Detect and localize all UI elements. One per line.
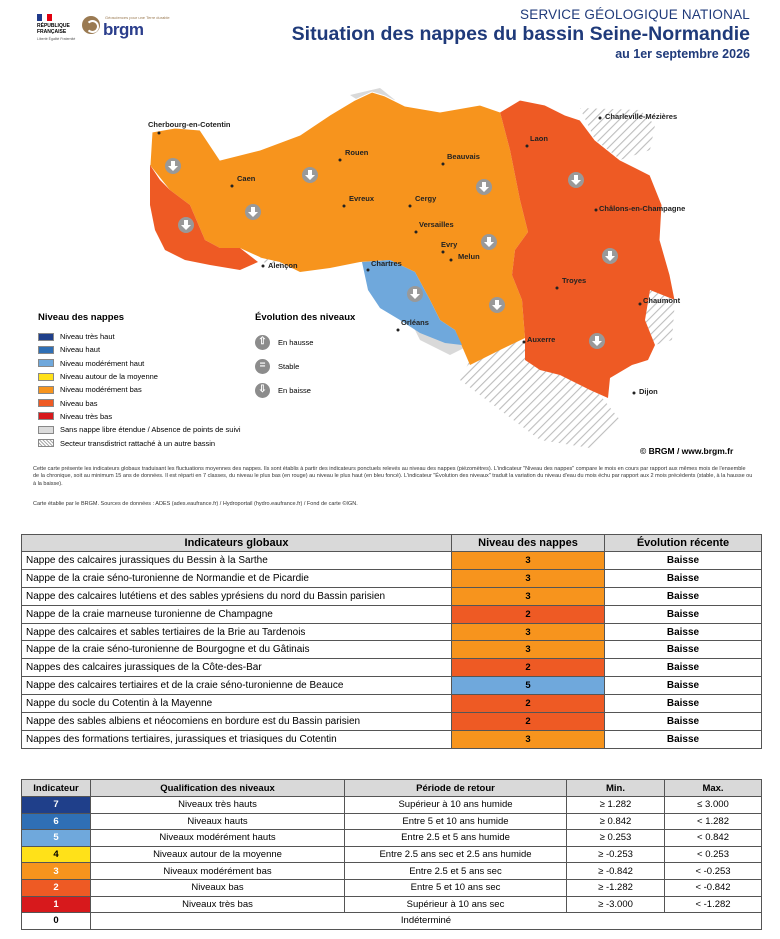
table-row [22, 879, 762, 896]
class-qualification: Niveaux modérément bas [91, 863, 345, 880]
aquifer-level: 3 [452, 641, 605, 659]
table-row [22, 695, 762, 713]
city-label: Evry [441, 240, 458, 249]
class-indicator: 7 [22, 797, 91, 814]
aquifer-level: 3 [452, 730, 605, 748]
class-min: ≥ 1.282 [567, 797, 665, 814]
map-copyright: © BRGM / www.brgm.fr [640, 446, 734, 456]
brgm-tagline: Géosciences pour une Terre durable [105, 15, 170, 20]
city-label: Troyes [562, 276, 587, 285]
aquifer-trend: Baisse [605, 552, 762, 570]
aquifer-name: Nappe des calcaires jurassiques du Bessin à la Sarthe [22, 552, 452, 570]
legend-swatch [38, 399, 54, 407]
trend-legend-item [255, 378, 355, 402]
service-name: SERVICE GÉOLOGIQUE NATIONAL [520, 7, 750, 22]
aquifer-level: 3 [452, 623, 605, 641]
class-indicator: 5 [22, 830, 91, 847]
class-period: Entre 2.5 et 5 ans humide [345, 830, 567, 847]
city-label: Orléans [401, 318, 429, 327]
republique-motto: Liberté Égalité Fraternité [37, 37, 76, 41]
table-row [22, 569, 762, 587]
aquifer-name: Nappe de la craie marneuse turonienne de Champagne [22, 605, 452, 623]
class-max: < -0.253 [665, 863, 762, 880]
table-row [22, 659, 762, 677]
aquifer-name: Nappes des calcaires jurassiques de la Côte-des-Bar [22, 659, 452, 677]
aquifer-name: Nappe des calcaires et sables tertiaires de la Brie au Tardenois [22, 623, 452, 641]
class-max: ≤ 3.000 [665, 797, 762, 814]
legend-swatch [38, 373, 54, 381]
republique-line1: RÉPUBLIQUE [37, 23, 70, 29]
aquifer-level: 3 [452, 569, 605, 587]
down-arrow-icon [407, 286, 423, 302]
aquifer-level: 2 [452, 695, 605, 713]
aquifer-name: Nappe de la craie séno-turonienne de Normandie et de Picardie [22, 569, 452, 587]
class-period: Entre 2.5 ans sec et 2.5 ans humide [345, 846, 567, 863]
legend-label: Niveau bas [60, 398, 98, 408]
class-qualification: Niveaux très hauts [91, 797, 345, 814]
city-label: Auxerre [527, 335, 556, 344]
aquifer-level: 2 [452, 659, 605, 677]
col-header-level: Niveau des nappes [452, 535, 605, 552]
class-indicator: 4 [22, 846, 91, 863]
legend-label: Niveau modérément bas [60, 385, 142, 395]
class-period: Entre 5 et 10 ans humide [345, 813, 567, 830]
legend-label: Niveau autour de la moyenne [60, 372, 158, 382]
aquifer-level: 5 [452, 677, 605, 695]
col-header-max: Max. [665, 780, 762, 797]
aquifer-trend: Baisse [605, 623, 762, 641]
level-legend-item [38, 343, 241, 356]
equals-icon: = [255, 359, 270, 374]
level-legend-title: Niveau des nappes [38, 312, 125, 323]
up-arrow-icon: ⇧ [255, 335, 270, 350]
table-row [22, 797, 762, 814]
class-undetermined: Indéterminé [91, 913, 762, 930]
aquifer-trend: Baisse [605, 659, 762, 677]
aquifer-level: 2 [452, 713, 605, 731]
col-header-period: Période de retour [345, 780, 567, 797]
aquifer-level: 3 [452, 587, 605, 605]
legend-swatch [38, 426, 54, 434]
legend-label: Niveau haut [60, 345, 101, 355]
class-min: ≥ -0.253 [567, 846, 665, 863]
level-legend [38, 312, 241, 450]
legend-swatch [38, 386, 54, 394]
page-title: Situation des nappes du bassin Seine-Normandie [291, 23, 750, 45]
table-row [22, 552, 762, 570]
level-legend-item [38, 436, 241, 449]
page-date: au 1er septembre 2026 [615, 47, 750, 61]
level-legend-item [38, 370, 241, 383]
class-period: Entre 2.5 et 5 ans sec [345, 863, 567, 880]
table-row [22, 587, 762, 605]
table-row [22, 641, 762, 659]
city-label: Chaumont [643, 296, 681, 305]
level-legend-item [38, 423, 241, 436]
map-description: Cette carte présente les indicateurs globaux traduisant les fluctuations moyennes des nappes. Ils sont établis à partir des indicateurs ponctuels relevés au niveau des nappes (piézomètres). L'indicateur "Niveau des nappes" compare le mois en cours par rapport aux mêmes mois de l'ensemble de la chronique, soit au minimum 15 ans de données. Il est réparti en 7 classes, du niveau le plus bas (en rouge) au niveau le plus haut (en bleu foncé). L'indicateur "Évolution des niveaux" traduit la variation du niveau d'eau du mois échu par rapport aux 2 mois précédents (stable, à la hausse ou à la baisse). [33, 466, 753, 487]
city-label: Beauvais [447, 152, 480, 161]
table-row [22, 677, 762, 695]
legend-swatch [38, 346, 54, 354]
city-label: Alençon [268, 261, 298, 270]
map-sources: Carte établie par le BRGM. Sources de données : ADES (ades.eaufrance.fr) / Hydroportail (hydro.eaufrance.fr) / Fond de carte ©IGN. [33, 501, 358, 507]
down-arrow-icon [476, 179, 492, 195]
aquifer-level: 2 [452, 605, 605, 623]
legend-swatch [38, 359, 54, 367]
city-label: Cergy [415, 194, 437, 203]
class-period: Entre 5 et 10 ans sec [345, 879, 567, 896]
down-arrow-icon [568, 172, 584, 188]
aquifer-name: Nappe de la craie séno-turonienne de Bourgogne et du Gâtinais [22, 641, 452, 659]
col-header-min: Min. [567, 780, 665, 797]
aquifer-trend: Baisse [605, 641, 762, 659]
class-indicator: 0 [22, 913, 91, 930]
city-label: Dijon [639, 387, 658, 396]
aquifer-trend: Baisse [605, 677, 762, 695]
down-arrow-icon [489, 297, 505, 313]
table-row [22, 623, 762, 641]
class-max: < 1.282 [665, 813, 762, 830]
table-row [22, 730, 762, 748]
class-indicator: 1 [22, 896, 91, 913]
trend-legend [255, 312, 355, 402]
aquifer-name: Nappes des formations tertiaires, jurassiques et triasiques du Cotentin [22, 730, 452, 748]
class-indicator: 6 [22, 813, 91, 830]
class-period: Supérieur à 10 ans sec [345, 896, 567, 913]
level-legend-item [38, 410, 241, 423]
class-period: Supérieur à 10 ans humide [345, 797, 567, 814]
city-label: Rouen [345, 148, 369, 157]
class-min: ≥ 0.253 [567, 830, 665, 847]
col-header-qualification: Qualification des niveaux [91, 780, 345, 797]
legend-label: Niveau modérément haut [60, 358, 145, 368]
class-indicator: 3 [22, 863, 91, 880]
city-label: Charleville-Mézières [605, 112, 678, 121]
aquifer-level: 3 [452, 552, 605, 570]
table-row [22, 863, 762, 880]
down-arrow-icon [178, 217, 194, 233]
col-header-indicator: Indicateur [22, 780, 91, 797]
down-arrow-icon [302, 167, 318, 183]
table-row [22, 830, 762, 847]
class-min: ≥ 0.842 [567, 813, 665, 830]
aquifer-trend: Baisse [605, 569, 762, 587]
aquifer-name: Nappe des calcaires tertiaires et de la craie séno-turonienne de Beauce [22, 677, 452, 695]
legend-swatch [38, 439, 54, 447]
aquifer-name: Nappe des sables albiens et néocomiens en bordure est du Bassin parisien [22, 713, 452, 731]
table-row [22, 913, 762, 930]
city-label: Laon [530, 134, 548, 143]
city-label: Evreux [349, 194, 375, 203]
city-label: Caen [237, 174, 256, 183]
class-max: < -1.282 [665, 896, 762, 913]
class-max: < 0.842 [665, 830, 762, 847]
down-arrow-icon [481, 234, 497, 250]
legend-label: Sans nappe libre étendue / Absence de points de suivi [60, 425, 241, 435]
legend-swatch [38, 333, 54, 341]
class-qualification: Niveaux autour de la moyenne [91, 846, 345, 863]
class-min: ≥ -3.000 [567, 896, 665, 913]
level-legend-item [38, 383, 241, 396]
aquifer-name: Nappe des calcaires lutétiens et des sables yprésiens du nord du Bassin parisien [22, 587, 452, 605]
down-arrow-icon: ⇩ [255, 383, 270, 398]
city-label: Cherbourg-en-Cotentin [148, 120, 231, 129]
down-arrow-icon [602, 248, 618, 264]
class-qualification: Niveaux bas [91, 879, 345, 896]
class-min: ≥ -1.282 [567, 879, 665, 896]
classes-table [21, 779, 762, 930]
legend-label: Niveau très haut [60, 332, 115, 342]
class-qualification: Niveaux hauts [91, 813, 345, 830]
down-arrow-icon [245, 204, 261, 220]
aquifer-trend: Baisse [605, 695, 762, 713]
down-arrow-icon [589, 333, 605, 349]
trend-legend-label: En baisse [278, 385, 311, 395]
table-row [22, 846, 762, 863]
city-label: Châlons-en-Champagne [599, 204, 686, 213]
col-header-indicators: Indicateurs globaux [22, 535, 452, 552]
aquifer-trend: Baisse [605, 587, 762, 605]
level-legend-item [38, 357, 241, 370]
republique-line2: FRANÇAISE [37, 29, 67, 35]
aquifer-name: Nappe du socle du Cotentin à la Mayenne [22, 695, 452, 713]
table-row [22, 896, 762, 913]
city-label: Versailles [419, 220, 454, 229]
legend-swatch [38, 412, 54, 420]
trend-legend-title: Évolution des niveaux [255, 312, 356, 323]
aquifer-trend: Baisse [605, 713, 762, 731]
table-row [22, 605, 762, 623]
trend-legend-label: Stable [278, 361, 300, 371]
class-min: ≥ -0.842 [567, 863, 665, 880]
city-label: Melun [458, 252, 480, 261]
legend-label: Secteur transdistrict rattaché à un autre bassin [60, 438, 216, 448]
trend-legend-label: En hausse [278, 337, 314, 347]
class-max: < 0.253 [665, 846, 762, 863]
class-max: < -0.842 [665, 879, 762, 896]
class-qualification: Niveaux très bas [91, 896, 345, 913]
trend-legend-item [255, 354, 355, 378]
table-row [22, 713, 762, 731]
aquifer-trend: Baisse [605, 730, 762, 748]
col-header-trend: Évolution récente [605, 535, 762, 552]
level-legend-item [38, 396, 241, 409]
table-row [22, 813, 762, 830]
brgm-word: brgm [103, 20, 144, 39]
class-indicator: 2 [22, 879, 91, 896]
indicators-table [21, 534, 762, 749]
trend-legend-item [255, 330, 355, 354]
class-qualification: Niveaux modérément hauts [91, 830, 345, 847]
aquifer-trend: Baisse [605, 605, 762, 623]
legend-label: Niveau très bas [60, 411, 113, 421]
level-legend-item [38, 330, 241, 343]
city-label: Chartres [371, 259, 402, 268]
down-arrow-icon [165, 158, 181, 174]
